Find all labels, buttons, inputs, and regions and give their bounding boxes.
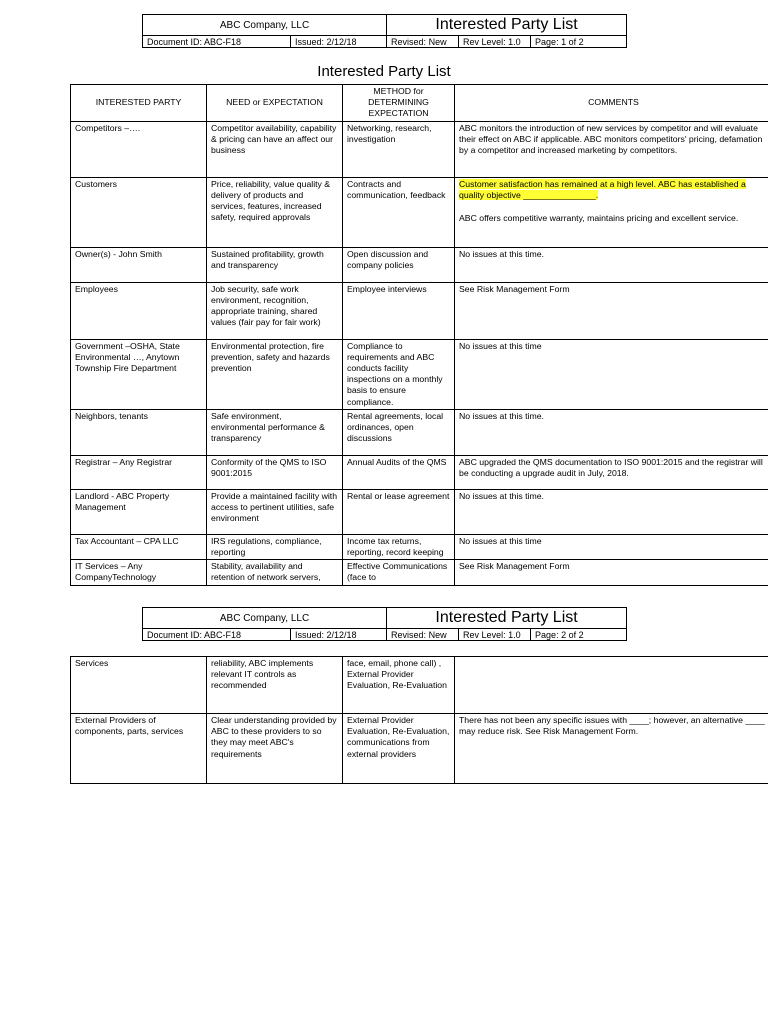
comment-text: No issues at this time — [459, 535, 542, 546]
need-cell: Clear understanding provided by ABC to these providers to so they may meet ABC's requirements — [207, 714, 343, 784]
company-name: ABC Company, LLC — [143, 608, 387, 629]
comments-cell — [455, 489, 768, 534]
table-row — [71, 177, 768, 247]
highlighted-comment: Customer satisfaction has remained at a high level. ABC has established a quality objective _______________. — [459, 178, 746, 200]
comment-text: No issues at this time. — [459, 410, 544, 421]
method-cell: Annual Audits of the QMS — [343, 455, 455, 489]
method-cell: Networking, research, investigation — [343, 121, 455, 177]
method-cell: face, email, phone call) , External Provider Evaluation, Re-Evaluation — [343, 657, 455, 714]
form-title: Interested Party List — [387, 608, 627, 629]
rev-level: Rev Level: 1.0 — [459, 36, 531, 48]
column-header-party: INTERESTED PARTY — [71, 85, 207, 122]
company-name: ABC Company, LLC — [143, 15, 387, 36]
page2-header — [142, 607, 627, 641]
comments-cell — [455, 455, 768, 489]
party-cell: Tax Accountant – CPA LLC — [71, 534, 207, 559]
party-cell: Registrar – Any Registrar — [71, 455, 207, 489]
comments-cell — [455, 560, 768, 585]
interested-party-table-continued — [70, 656, 768, 784]
table-row — [71, 121, 768, 177]
comment-text: No issues at this time. — [459, 490, 544, 501]
comment-text: ABC upgraded the QMS documentation to ISO 9001:2015 and the registrar will be conducting a upgrade audit in July, 2018. — [459, 456, 763, 479]
method-cell: Effective Communications (face to — [343, 560, 455, 585]
need-cell: reliability, ABC implements relevant IT controls as recommended — [207, 657, 343, 714]
column-header-need: NEED or EXPECTATION — [207, 85, 343, 122]
method-cell: External Provider Evaluation, Re-Evaluation, communications from external providers — [343, 714, 455, 784]
need-cell: IRS regulations, compliance, reporting — [207, 534, 343, 559]
party-cell: Government –OSHA, State Environmental …, Anytown Township Fire Department — [71, 339, 207, 409]
party-cell: IT Services – Any CompanyTechnology — [71, 560, 207, 585]
method-cell: Compliance to requirements and ABC conducts facility inspections on a monthly basis to ensure compliance. — [343, 339, 455, 409]
method-cell: Rental or lease agreement — [343, 489, 455, 534]
comments-cell — [455, 177, 768, 247]
method-cell: Income tax returns, reporting, record keeping — [343, 534, 455, 559]
table-row — [71, 339, 768, 409]
comments-cell — [455, 714, 768, 784]
table-row — [71, 282, 768, 339]
method-cell: Rental agreements, local ordinances, open discussions — [343, 409, 455, 455]
revised: Revised: New — [387, 629, 459, 641]
method-cell: Open discussion and company policies — [343, 247, 455, 282]
table-row — [71, 657, 768, 714]
need-cell: Sustained profitability, growth and transparency — [207, 247, 343, 282]
party-cell: External Providers of components, parts, services — [71, 714, 207, 784]
party-cell: Customers — [71, 177, 207, 247]
need-cell: Environmental protection, fire prevention, safety and hazards prevention — [207, 339, 343, 409]
interested-party-table — [70, 84, 768, 586]
comments-cell — [455, 657, 768, 714]
table-row — [71, 534, 768, 559]
table-row — [71, 714, 768, 784]
comment-text: There has not been any specific issues with ____; however, an alternative ____ may reduce risk. See Risk Management Form. — [459, 715, 765, 737]
comment-text: ABC monitors the introduction of new services by competitor and will evaluate their effect on ABC if applicable. ABC monitors competitors' pricing, defamation by a competitor and increased marketing by competitors. — [459, 122, 763, 156]
need-cell: Competitor availability, capability & pricing can have an affect our business — [207, 121, 343, 177]
party-cell: Employees — [71, 282, 207, 339]
table-row — [71, 409, 768, 455]
party-cell: Neighbors, tenants — [71, 409, 207, 455]
table-row — [71, 455, 768, 489]
party-cell: Competitors –…. — [71, 121, 207, 177]
page-number: Page: 2 of 2 — [531, 629, 627, 641]
issued-date: Issued: 2/12/18 — [291, 629, 387, 641]
table-row — [71, 489, 768, 534]
party-cell: Owner(s) - John Smith — [71, 247, 207, 282]
form-title: Interested Party List — [387, 15, 627, 36]
comment-text: No issues at this time. — [459, 248, 544, 259]
comment-text: ABC offers competitive warranty, maintains pricing and excellent service. — [459, 213, 739, 224]
comments-cell — [455, 339, 768, 409]
page-number: Page: 1 of 2 — [531, 36, 627, 48]
method-cell: Contracts and communication, feedback — [343, 177, 455, 247]
revised: Revised: New — [387, 36, 459, 48]
comments-cell — [455, 247, 768, 282]
need-cell: Safe environment, environmental performance & transparency — [207, 409, 343, 455]
comments-cell — [455, 282, 768, 339]
issued-date: Issued: 2/12/18 — [291, 36, 387, 48]
method-cell: Employee interviews — [343, 282, 455, 339]
comments-cell — [455, 534, 768, 559]
column-header-method: METHOD for DETERMINING EXPECTATION — [343, 85, 455, 122]
document-id: Document ID: ABC-F18 — [143, 629, 291, 641]
column-header-comments: COMMENTS — [455, 85, 768, 122]
party-cell: Landlord - ABC Property Management — [71, 489, 207, 534]
need-cell: Conformity of the QMS to ISO 9001:2015 — [207, 455, 343, 489]
comment-text: See Risk Management Form — [459, 561, 570, 572]
comment-text: See Risk Management Form — [459, 283, 570, 294]
comments-cell — [455, 409, 768, 455]
rev-level: Rev Level: 1.0 — [459, 629, 531, 641]
comments-cell — [455, 121, 768, 177]
need-cell: Provide a maintained facility with access to pertinent utilities, safe environment — [207, 489, 343, 534]
page1-header — [142, 14, 627, 48]
need-cell: Stability, availability and retention of network servers, — [207, 560, 343, 585]
table-row — [71, 247, 768, 282]
need-cell: Job security, safe work environment, recognition, appropriate training, shared values (fair pay for fair work) — [207, 282, 343, 339]
party-cell: Services — [71, 657, 207, 714]
table-row — [71, 560, 768, 585]
document-id: Document ID: ABC-F18 — [143, 36, 291, 48]
need-cell: Price, reliability, value quality & delivery of products and services, features, increased safety, required approvals — [207, 177, 343, 247]
page-title: Interested Party List — [317, 63, 451, 80]
comment-text: No issues at this time — [459, 340, 542, 351]
